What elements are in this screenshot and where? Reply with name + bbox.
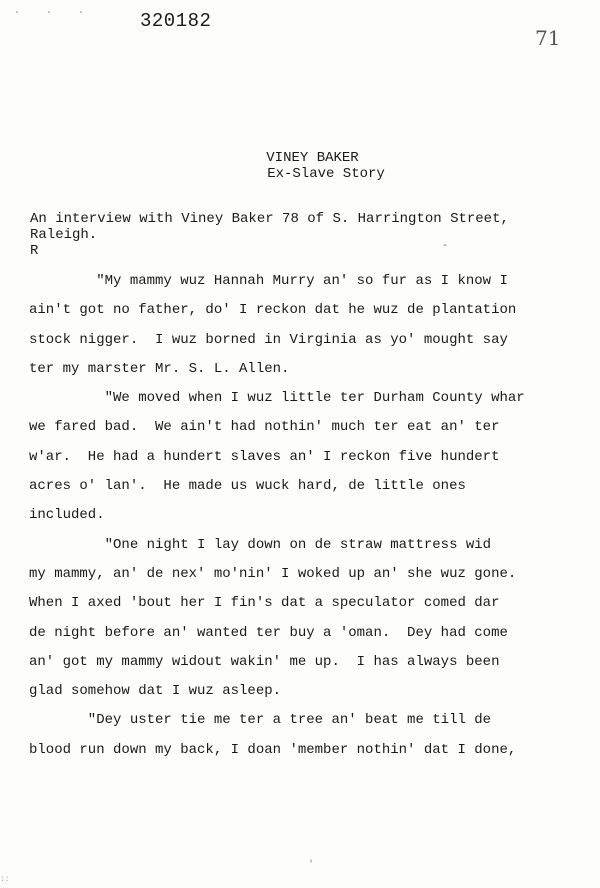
- body-line: acres o' lan'. He made us wuck hard, de little ones: [29, 478, 466, 495]
- body-line: "One night I lay down on de straw mattress wid: [29, 536, 492, 553]
- interview-body: [29, 267, 525, 765]
- intro-paragraph: [30, 211, 509, 259]
- body-line: we fared bad. We ain't had nothin' much ter eat an' ter: [29, 419, 500, 436]
- intro-line: R: [30, 243, 39, 259]
- body-line: ain't got no father, do' I reckon dat he wuz de plantation: [29, 302, 517, 319]
- body-line: stock nigger. I wuz borned in Virginia as yo' mought say: [29, 331, 508, 348]
- title-block: [0, 150, 600, 182]
- document-number: 320182: [140, 10, 212, 32]
- intro-line: Raleigh.: [30, 227, 98, 243]
- body-line: blood run down my back, I doan 'member nothin' dat I done,: [29, 741, 517, 758]
- body-line: w'ar. He had a hundert slaves an' I reckon five hundert: [29, 448, 500, 465]
- body-line: When I axed 'bout her I fin's dat a speculator comed dar: [29, 595, 500, 612]
- subject-name: VINEY BAKER: [266, 150, 359, 166]
- corner-mark: ::: [0, 875, 10, 884]
- body-line: my mammy, an' de nex' mo'nin' I woked up an' she wuz gone.: [29, 565, 517, 582]
- margin-tick: -: [442, 241, 449, 252]
- body-line: glad somehow dat I wuz asleep.: [29, 683, 282, 700]
- body-line: an' got my mammy widout wakin' me up. I has always been: [29, 653, 500, 670]
- story-subtitle: Ex-Slave Story: [267, 166, 385, 182]
- body-line: ter my marster Mr. S. L. Allen.: [29, 360, 290, 377]
- scan-specks: · · ·: [14, 8, 95, 19]
- intro-line: An interview with Viney Baker 78 of S. Harrington Street,: [30, 211, 509, 227]
- page-number: 71: [535, 26, 561, 50]
- body-line: "My mammy wuz Hannah Murry an' so fur as I know I: [29, 273, 508, 289]
- body-line: included.: [29, 507, 105, 524]
- body-line: de night before an' wanted ter buy a 'oman. Dey had come: [29, 624, 508, 641]
- bottom-mark: ': [308, 860, 315, 871]
- body-line: "We moved when I wuz little ter Durham County whar: [29, 390, 525, 407]
- body-line: "Dey uster tie me ter a tree an' beat me till de: [29, 712, 492, 729]
